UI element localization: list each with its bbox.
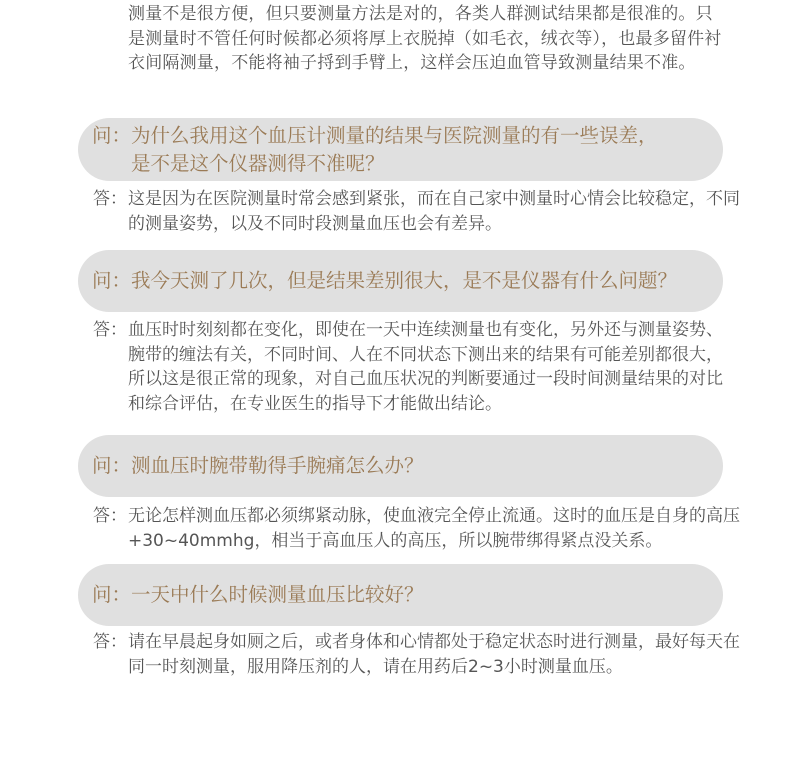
- question-prefix: 问：: [92, 269, 132, 292]
- faq-question-3: [78, 435, 723, 497]
- faq-answer-1: [93, 187, 743, 236]
- question-text: 测血压时腕带勒得手腕痛怎么办？: [131, 454, 424, 477]
- question-text: 为什么我用这个血压计测量的结果与医院测量的有一些误差，是不是这个仪器测得不准呢？: [131, 123, 658, 175]
- answer-text: 血压时时刻刻都在变化，即使在一天中连续测量也有变化，另外还与测量姿势、腕带的缠法有关，不同时间、人在不同状态下测出来的结果有可能差别都很大，所以这是很正常的现象，对自己血压状况的判断要通过一段时间测量结果的对比和综合评估，在专业医生的指导下才能做出结论。: [128, 320, 723, 414]
- answer-prefix: 答：: [93, 320, 127, 340]
- question-prefix: 问：: [92, 123, 132, 147]
- question-prefix: 问：: [92, 583, 132, 606]
- answer-prefix: 答：: [93, 189, 127, 209]
- question-text: 我今天测了几次，但是结果差别很大，是不是仪器有什么问题？: [131, 269, 678, 292]
- faq-question-4: [78, 564, 723, 626]
- answer-text: 这是因为在医院测量时常会感到紧张，而在自己家中测量时心情会比较稳定，不同的测量姿势，以及不同时段测量血压也会有差异。: [128, 189, 740, 234]
- faq-question-2: [78, 250, 723, 312]
- question-text: 一天中什么时候测量血压比较好？: [131, 583, 424, 606]
- answer-prefix: 答：: [93, 632, 127, 652]
- faq-answer-3: [93, 504, 768, 553]
- faq-question-1: [78, 118, 723, 181]
- intro-paragraph: 测量不是很方便，但只要测量方法是对的，各类人群测试结果都是很准的。只是测量时不管任何时候都必须将厚上衣脱掉（如毛衣，绒衣等），也最多留件衬衣间隔测量，不能将袖子捋到手臂上，这样会压迫血管导致测量结果不准。: [128, 4, 722, 73]
- faq-answer-2: [93, 318, 723, 416]
- answer-prefix: 答：: [93, 506, 127, 526]
- faq-answer-4: [93, 630, 748, 679]
- answer-text: 请在早晨起身如厕之后，或者身体和心情都处于稳定状态时进行测量，最好每天在同一时刻测量，服用降压剂的人，请在用药后2~3小时测量血压。: [128, 632, 740, 677]
- answer-text: 无论怎样测血压都必须绑紧动脉，使血液完全停止流通。这时的血压是自身的高压+30~40mmhg，相当于高血压人的高压，所以腕带绑得紧点没关系。: [128, 506, 740, 551]
- question-prefix: 问：: [92, 454, 132, 477]
